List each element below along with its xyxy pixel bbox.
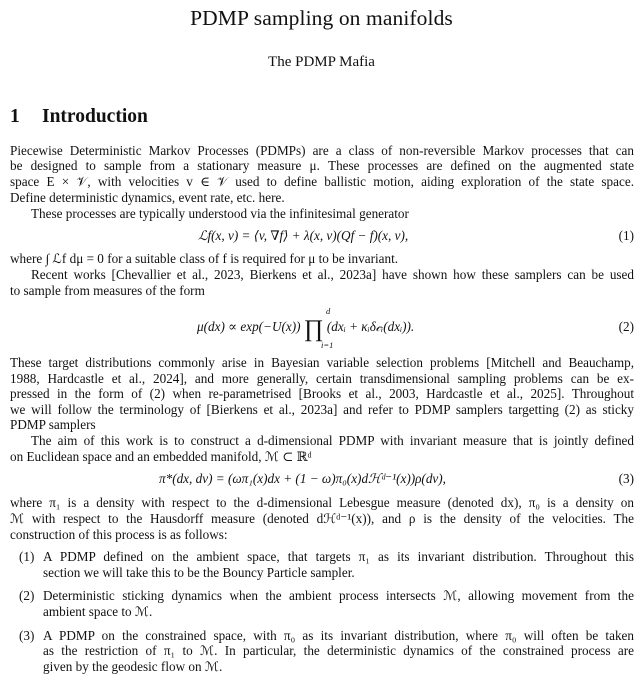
equation-number: (2) <box>618 319 634 334</box>
equation-1-body: ℒf(x, v) = ⟨v, ∇f⟩ + λ(x, v)(Qf − f)(x, v), <box>198 228 409 243</box>
paragraph-line: to sample from measures of the form <box>10 283 205 298</box>
equation-3 <box>159 470 446 488</box>
equation-number: (1) <box>618 228 634 243</box>
product-lower-limit: i=1 <box>321 340 334 350</box>
paragraph-line: we will follow the terminology of [Bierkens et al., 2023a] and refer to PDMP samplers targetting (2) as sticky <box>10 402 634 417</box>
paragraph-line: Piecewise Deterministic Markov Processes (PDMPs) are a class of non-reversible Markov processes that can <box>10 143 634 158</box>
paragraph-line: These processes are typically understood via the infinitesimal generator <box>31 206 409 221</box>
paragraph-line: on Euclidean space and an embedded manifold, ℳ ⊂ ℝᵈ <box>10 449 312 464</box>
equation-number: (3) <box>618 471 634 486</box>
equation-1 <box>198 227 408 245</box>
paragraph-line: ℳ with respect to the Hausdorff measure (denoted dℋᵈ⁻¹(x)), and ρ is the density of the velocities. The <box>10 511 634 526</box>
equation-3-body: π*(dx, dv) = (ωπ₁(x)dx + (1 − ω)π₀(x)dℋᵈ⁻¹(x))ρ(dv), <box>159 471 446 486</box>
paragraph-line: be designed to sample from a stationary measure μ. These processes are defined on the augmented state <box>10 158 634 173</box>
paragraph-line: The aim of this work is to construct a d-dimensional PDMP with invariant measure that is jointly defined <box>31 433 634 448</box>
product-upper-limit: d <box>326 306 331 316</box>
paragraph-line: pressed in the form of (2) when re-parametrised [Brooks et al., 2003, Hardcastle et al., 2025]. Throughout <box>10 386 634 401</box>
list-item-line: given by the geodesic flow on ℳ. <box>43 659 223 674</box>
list-item-line: A PDMP defined on the ambient space, that targets π₁ as its invariant distribution. Throughout this <box>43 549 634 564</box>
paragraph-line: These target distributions commonly arise in Bayesian variable selection problems [Mitchell and Beauchamp, <box>10 355 634 370</box>
paper-author: The PDMP Mafia <box>268 54 375 70</box>
list-item-line: as the restriction of π₁ to ℳ. In particular, the deterministic dynamics of the constrained process are <box>43 643 634 658</box>
list-item-number: (1) <box>19 549 35 564</box>
section-number: 1 <box>10 106 20 127</box>
list-item-line: section we will take this to be the Bouncy Particle sampler. <box>43 565 355 580</box>
list-item-line: Deterministic sticking dynamics when the ambient process intersects ℳ, allowing movement from the <box>43 588 634 603</box>
product-operator: ∏ <box>303 316 324 342</box>
paragraph-line: Recent works [Chevallier et al., 2023, Bierkens et al., 2023a] have shown how these samplers can be used <box>31 267 634 282</box>
paragraph-line: PDMP samplers <box>10 417 96 432</box>
paragraph-line: where π₁ is a density with respect to the d-dimensional Lebesgue measure (denoted dx), π₀ is a density on <box>10 495 634 510</box>
paragraph-line: where ∫ ℒf dμ = 0 for a suitable class of f is required for μ to be invariant. <box>10 251 399 266</box>
list-item-number: (3) <box>19 628 35 643</box>
section-heading <box>10 106 148 128</box>
paragraph-line: 1988, Hardcastle et al., 2024], and more generally, certain transdimensional sampling problems can be ex- <box>10 371 634 386</box>
list-item-line: ambient space to ℳ. <box>43 604 153 619</box>
paper-title: PDMP sampling on manifolds <box>190 6 453 30</box>
paragraph-line: construction of this process is as follows: <box>10 527 228 542</box>
paragraph-line: space E × 𝒱, with velocities v ∈ 𝒱 used to define ballistic motion, aiding exploration of the state space. <box>10 174 634 189</box>
list-item-line: A PDMP on the constrained space, with π₀ as its invariant distribution, where π₀ will often be taken <box>43 628 634 643</box>
paragraph-line: Define deterministic dynamics, event rate, etc. here. <box>10 190 285 205</box>
equation-2-rhs: (dxᵢ + κᵢδ𝒸ᵢ(dxᵢ)). <box>326 319 415 334</box>
equation-2-lhs: μ(dx) ∝ exp(−U(x)) <box>197 319 301 334</box>
section-title: Introduction <box>42 106 148 127</box>
equation-2 <box>197 318 414 340</box>
list-item-number: (2) <box>19 588 35 603</box>
